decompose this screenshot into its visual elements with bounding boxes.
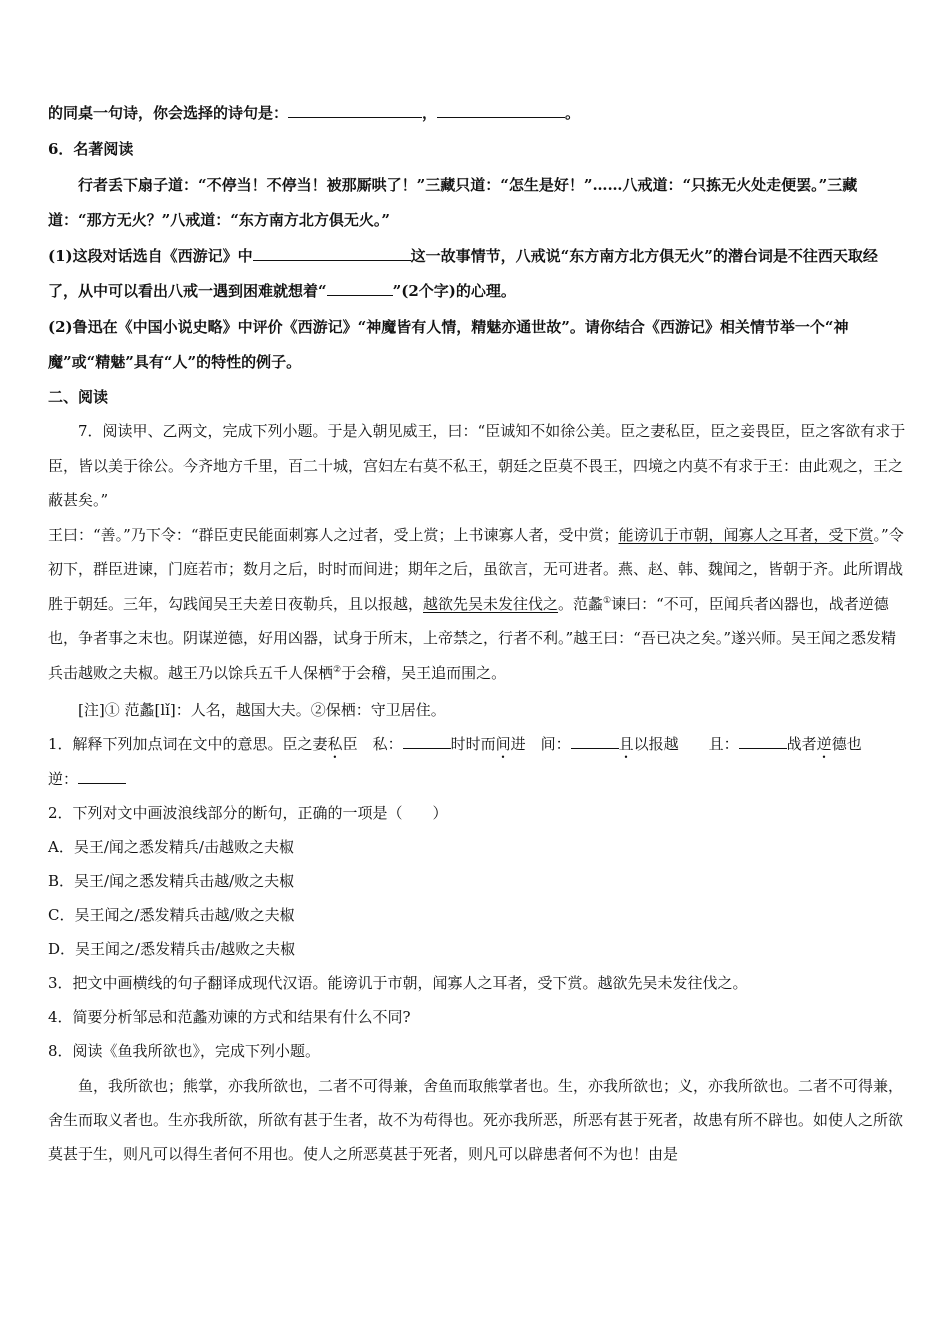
q7-sub3: 3．把文中画横线的句子翻译成现代汉语。能谤讥于市朝，闻寡人之耳者，受下赏。越欲先吴未发往伐之。 — [48, 974, 748, 992]
q7-p2-wavy: 吴王闻之悉发精兵击越败之夫椒 — [48, 629, 897, 682]
q7-p2-sup-2: ② — [333, 664, 342, 675]
q6-sub1-blank-2[interactable] — [327, 281, 393, 296]
q8-passage: 鱼，我所欲也；熊掌，亦我所欲也，二者不可得兼，舍鱼而取熊掌者也。生，亦我所欲也；义，亦我所欲也。二者不可得兼，舍生而取义者也。生亦我所欲，所欲有甚于生者，故不为苟得也。死亦我所恶，所恶有甚于死者，故患有所不辟也。如使人之所欲莫甚于生，则凡可以得生者何不用也。使人之所恶莫甚于死者，则凡可以辟患者何不为也！由是 — [48, 1077, 904, 1163]
q7-option-b[interactable]: B．吴王/闻之悉发精兵击越/败之夫椒 — [48, 872, 295, 890]
q6-sub1-part-a: (1)这段对话选自《西游记》中 — [48, 247, 253, 265]
poem-end: 。 — [565, 104, 581, 122]
q7-s1-d: 进 间： — [510, 735, 571, 753]
q6-heading: 6．名著阅读 — [48, 140, 134, 158]
q8-heading: 8．阅读《鱼我所欲也》，完成下列小题。 — [48, 1042, 321, 1060]
q6-sub2: (2)鲁迅在《中国小说史略》中评价《西游记》“神魔皆有人情，精魅亦通世故”。请你结合《西游记》相关情节举一个“神魔”或“精魅”具有“人”的特性的例子。 — [48, 318, 849, 371]
q7-s1-b: 臣 私： — [342, 735, 403, 753]
q7-s1-a: 1．解释下列加点词在文中的意思。臣之妻 — [48, 735, 328, 753]
q7-s1-c: 时时而 — [450, 735, 496, 753]
q7-s1-e: 以报越 且： — [633, 735, 739, 753]
poem-blank-1[interactable] — [288, 103, 422, 118]
q7-p2-a: 王曰：“善。”乃下令：“群臣吏民能面刺寡人之过者，受上赏；上书谏寡人者，受中赏； — [48, 525, 619, 544]
q7-note: [注]① 范蠡[lǐ]：人名，越国大夫。②保栖：守卫居住。 — [78, 701, 446, 719]
q6-sub1-part-b: 这一故事情节，八戒说“东方南方北方俱无火”的潜台词是不往西天取经了，从中可以看出八戒一遇到困难就想着“ — [48, 247, 878, 300]
poem-answer-line — [48, 96, 906, 130]
q7-passage-2 — [48, 518, 906, 691]
q6-sub1 — [48, 239, 906, 309]
q6-passage: 行者丢下扇子道：“不停当！不停当！被那厮哄了！”三藏只道：“怎生是好！”……八戒道：“只拣无火处走便罢。”三藏道：“那方无火？”八戒道：“东方南方北方俱无火。” — [48, 176, 858, 229]
q7-s1-blank-4[interactable] — [78, 769, 126, 784]
dotted-word-si: 私 — [327, 735, 343, 753]
q7-p2-f: 于会稽，吴王追而围之。 — [341, 663, 507, 682]
q7-option-a[interactable]: A．吴王/闻之悉发精兵/击越败之夫椒 — [48, 838, 294, 856]
q7-p2-underlined-1: 能谤讥于市朝，闻寡人之耳者，受下赏 — [618, 525, 874, 544]
q7-s1-blank-1[interactable] — [403, 734, 451, 749]
q7-p2-d: 谏曰：“不可，臣闻兵者凶器也，战者逆德也，争者事之末也。阴谋逆德，好用凶器，试身于所末，上帝禁之，行者不利。”越王曰：“吾已决之矣。”遂兴师。 — [48, 594, 889, 647]
poem-comma: ， — [422, 104, 438, 122]
q6-sub1-part-c: ”(2个字)的心理。 — [392, 282, 516, 300]
poem-answer-prompt: 的同桌一句诗，你会选择的诗句是： — [48, 104, 289, 122]
dotted-word-qie: 且 — [618, 735, 634, 753]
document-page — [48, 96, 906, 1171]
dotted-word-jian: 间 — [495, 735, 511, 753]
section-heading: 二、阅读 — [48, 388, 109, 406]
q7-p2-c: 。范蠡 — [558, 594, 604, 613]
q7-p2-e: 。越王乃以馀兵五千人保栖 — [153, 663, 334, 682]
q7-p2-sup-1: ① — [603, 595, 612, 606]
q7-s1-g: 德也 逆： — [48, 735, 877, 788]
q7-option-d[interactable]: D．吴王闻之/悉发精兵击/越败之夫椒 — [48, 940, 296, 958]
q7-s1-blank-2[interactable] — [571, 734, 619, 749]
poem-blank-2[interactable] — [437, 103, 565, 118]
q6-sub1-blank-1[interactable] — [253, 246, 411, 261]
q7-p2-b: 。”令初下，群臣进谏，门庭若市；数月之后，时时而间进；期年之后，虽欲言，无可进者。燕、赵、韩、魏闻之，皆朝于齐。此所谓战胜于朝廷。三年，勾践闻吴王夫差日夜勒兵，且以报越， — [48, 525, 904, 613]
dotted-word-ni: 逆 — [816, 735, 832, 753]
q7-s1-blank-3[interactable] — [739, 734, 787, 749]
q7-sub4: 4．简要分析邹忌和范蠡劝谏的方式和结果有什么不同? — [48, 1008, 411, 1026]
q7-sub2: 2．下列对文中画波浪线部分的断句，正确的一项是（ ） — [48, 804, 448, 822]
q7-passage-1: 7．阅读甲、乙两文，完成下列小题。于是入朝见威王，曰：“臣诚知不如徐公美。臣之妻私臣，臣之妾畏臣，臣之客欲有求于臣，皆以美于徐公。今齐地方千里，百二十城，宫妇左右莫不私王，朝廷之臣莫不畏王，四境之内莫不有求于王：由此观之，王之蔽甚矣。” — [48, 422, 906, 509]
q7-s1-f: 战者 — [786, 735, 817, 753]
q7-option-c[interactable]: C．吴王闻之/悉发精兵击越/败之夫椒 — [48, 906, 295, 924]
q7-sub1 — [48, 727, 906, 796]
q7-p2-underlined-2: 越欲先吴未发往伐之 — [423, 594, 559, 613]
